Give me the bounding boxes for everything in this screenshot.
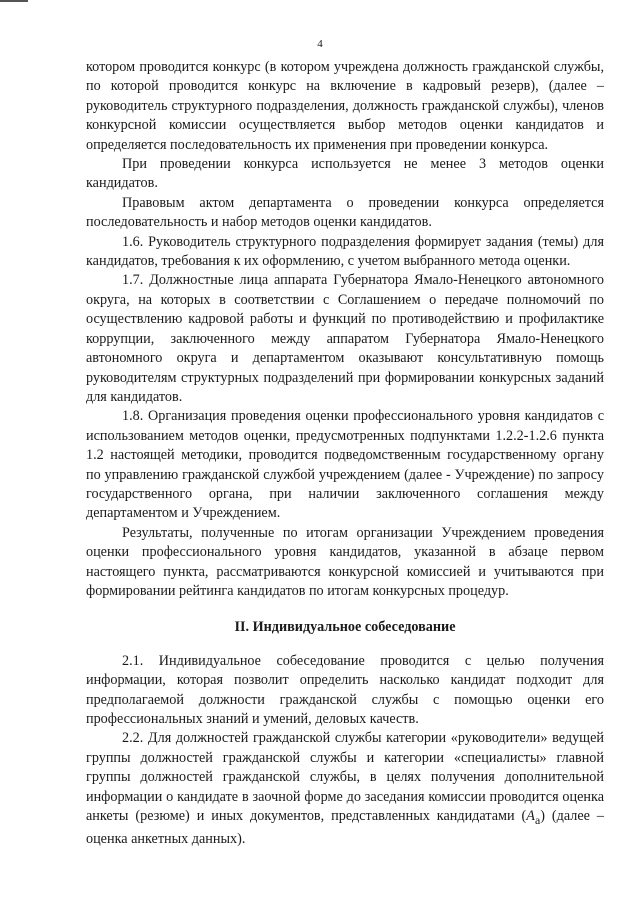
paragraph: Правовым актом департамента о проведении конкурса определяется последовательность и набор методов оценки кандидатов. <box>86 194 604 231</box>
page-number: 4 <box>317 38 323 50</box>
paragraphs-part2 <box>86 652 604 730</box>
formula-subscript: a <box>534 812 541 827</box>
paragraph: 2.1. Индивидуальное собеседование проводится с целью получения информации, которая позволит определить насколько кандидат подходит для предполагаемой должности гражданской службы с помощью оценки его профессиональных знаний и умений, деловых качеств. <box>86 652 604 727</box>
scan-edge-mark <box>0 0 28 2</box>
paragraph: При проведении конкурса используется не менее 3 методов оценки кандидатов. <box>86 156 604 192</box>
paragraph: 1.6. Руководитель структурного подразделения формирует задания (темы) для кандидатов, требования к их оформлению, с учетом выбранного метода оценки. <box>86 233 604 270</box>
document-body <box>86 58 604 850</box>
paragraph-2-2-tail: ) (далее – оценка анкетных данных). <box>86 808 604 848</box>
section-title: II. Индивидуальное собеседование <box>234 619 456 636</box>
paragraph-2-2-text: 2.2. Для должностей гражданской службы категории «руководители» ведущей группы должностей гражданской службы и категории «специалисты» главной группы должностей гражданской службы, в целях получения дополнительной информации о кандидате в заочной форме до заседания комиссии проводится оценка анкеты (резюме) и иных документов, представленных кандидатами ( <box>86 730 604 825</box>
paragraph-2-2 <box>86 729 604 849</box>
paragraph: 1.7. Должностные лица аппарата Губернатора Ямало-Ненецкого автономного округа, на которых в соответствии с Соглашением о передаче полномочий по осуществлению кадровой работы и функций по противодействию и профилактике коррупции, заключенного между аппаратом Губернатора Ямало-Ненецкого автономного округа и департаментом оказывают консультативную помощь руководителям структурных подразделений при формировании конкурсных заданий для кандидатов. <box>86 272 604 405</box>
paragraph: Результаты, полученные по итогам организации Учреждением проведения оценки профессионального уровня кандидатов, указанной в абзаце первом настоящего пункта, рассматриваются конкурсной комиссией и учитываются при формировании рейтинга кандидатов по итогам конкурсных процедур. <box>86 524 604 599</box>
paragraph: 1.8. Организация проведения оценки профессионального уровня кандидатов с использованием методов оценки, предусмотренных подпунктами 1.2.2-1.2.6 пункта 1.2 настоящей методики, проводится подведомственным государственному органу по управлению гражданской службой учреждением (далее - Учреждение) по запросу государственного органа, при наличии заключенного соглашения между департаментом и Учреждением. <box>86 408 604 522</box>
paragraph: котором проводится конкурс (в котором учреждена должность гражданской службы, по которой проводится конкурс на включение в кадровый резерв), (далее – руководитель структурного подразделения, должность гражданской службы), членов конкурсной комиссии осуществляется выбор методов оценки кандидатов и определяется последовательность их применения при проведении конкурса. <box>86 59 604 153</box>
formula-variable: A <box>526 808 535 825</box>
paragraphs-part1 <box>86 58 604 601</box>
